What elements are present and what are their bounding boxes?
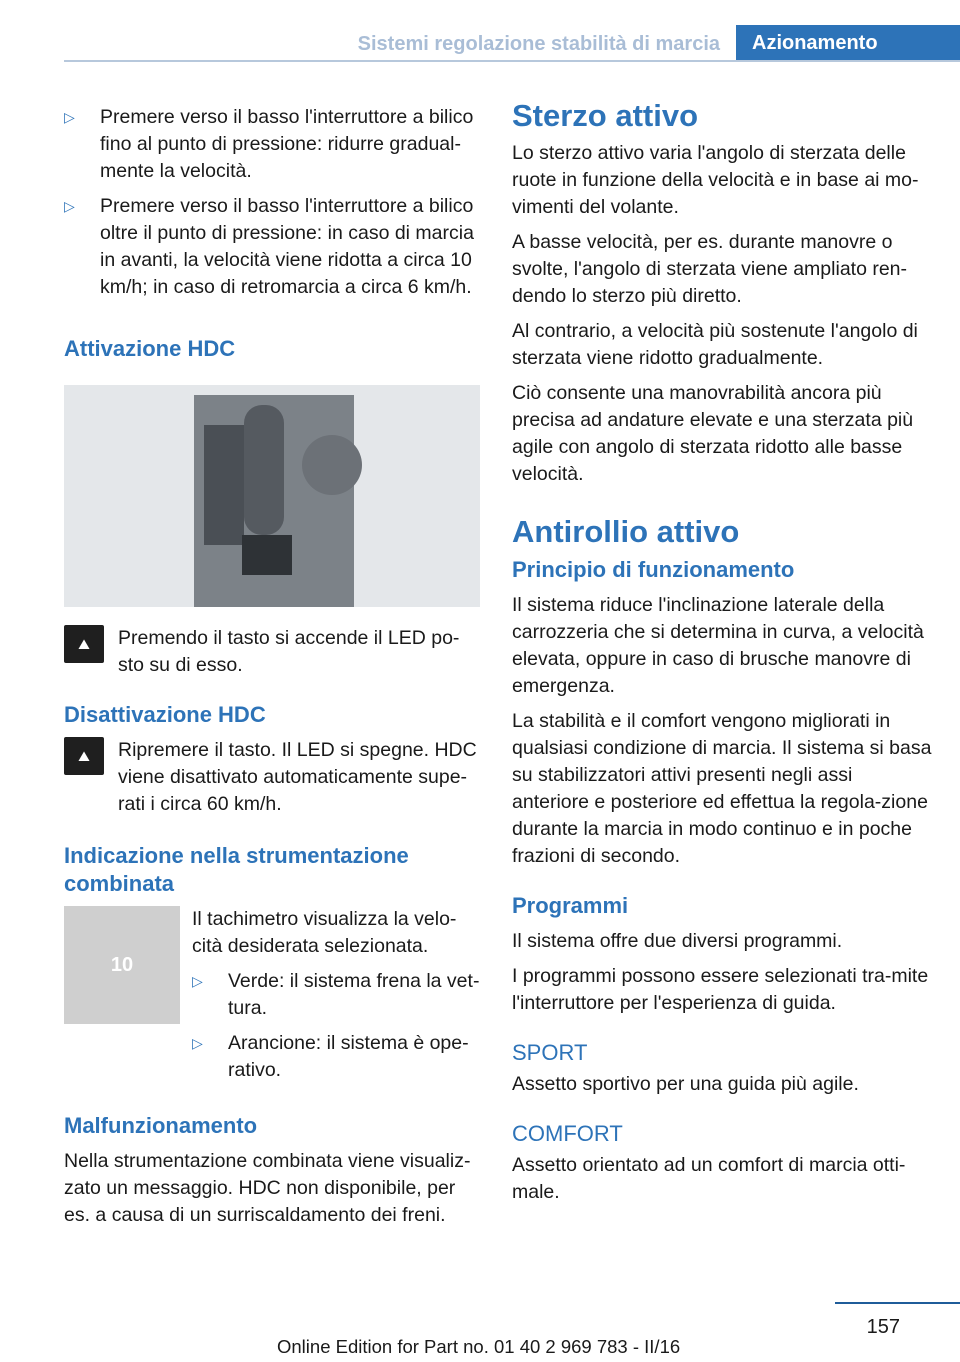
header-section-title: Sistemi regolazione stabilità di marcia (357, 33, 720, 55)
comfort-title: COMFORT (512, 1121, 623, 1146)
list-item: ▷ Verde: il sistema frena la vet-tura. (192, 968, 484, 1022)
sport-title: SPORT (512, 1040, 588, 1065)
edition-note: Online Edition for Part no. 01 40 2 969 783 - II/16 (277, 1336, 681, 1357)
bullet-triangle-icon: ▷ (64, 109, 75, 125)
list-item: ▷ Premere verso il basso l'interruttore a bilico oltre il punto di pressione: in caso di marcia in avanti, la velocità viene ridotta a circa 10 km/h; in caso di retromarcia a circa 6 km/h. (64, 193, 484, 301)
malfunction-title: Malfunzionamento (64, 1113, 258, 1138)
programs-title: Programmi (512, 893, 629, 918)
list-item: ▷ Premere verso il basso l'interruttore a bilico fino al punto di pressione: ridurre gradual-mente la velocità. (64, 104, 484, 185)
principle-title: Principio di funzionamento (512, 557, 795, 582)
bullet-triangle-icon: ▷ (192, 1035, 203, 1051)
left-column: ▷ Premere verso il basso l'interruttore a bilico fino al punto di pressione: ridurre gradual-mente la velocità. ▷ Premere verso il basso l'interruttore a bilico oltre il punto di pressione: in caso di marcia in avanti, la velocità viene ridotta a circa 10 km/h; in caso di retromarcia a circa 6 km/h. Attivazione HDC ⛰ Premendo il tasto si accende il LED po-sto su di esso. Disattivazione HDC ⛰ Ripremere il tasto. Il LED si spegne. HDC viene disattivato automaticamente supe-rati i circa 60 km/h. Indicazione nella strumentazione combinata 10 Il tachimetro visualizza la velo-cità desiderata selezionata. ▷ Verde: il sistema frena la vet-tura. ▷ Arancione: il sistema è ope-rativo. Malfunzionamento Nella strumentazione combinata viene visualiz-zato un messaggio. HDC non disponibile, per es. a causa di un surriscaldamento dei freni. (64, 98, 484, 1237)
console-photo (64, 385, 480, 607)
footer-rule (835, 1302, 960, 1304)
header-chapter-tab: Azionamento (736, 25, 960, 61)
hdc-button-icon: ⛰ (64, 737, 104, 775)
page-header (64, 25, 960, 61)
center-console-image (64, 385, 480, 607)
header-rule (64, 60, 960, 62)
antiroll-title: Antirollio attivo (512, 514, 740, 549)
page-number: 157 (866, 1316, 900, 1338)
speed-display-icon: 10 (64, 906, 180, 1024)
right-column: Sterzo attivo Lo sterzo attivo varia l'angolo di sterzata delle ruote in funzione della velocità e in base ai mo-vimenti del volante. A basse velocità, per es. durante manovre o svolte, l'angolo di sterzata viene ampliato ren-dendo lo sterzo più diretto. Al contrario, a velocità più sostenute l'angolo di sterzata viene ridotto gradualmente. Ciò consente una manovrabilità ancora più precisa ad andature elevate e una sterzata più agile con angolo di sterzata ridotto alle basse velocità. Antirollio attivo Principio di funzionamento Il sistema riduce l'inclinazione laterale della carrozzeria che si determina in curva, a velocità elevata, oppure in caso di brusche manovre di emergenza. La stabilità e il comfort vengono migliorati in qualsiasi condizione di marcia. Il sistema si basa su stabilizzatori attivi presenti negli assi anteriore e posteriore ed effettua la regola-zione durante la marcia in modo continuo e in poche frazioni di secondo. Programmi Il sistema offre due diversi programmi. I programmi possono essere selezionati tra-mite l'interruttore per l'esperienza di guida. SPORT Assetto sportivo per una guida più agile. COMFORT Assetto orientato ad un comfort di marcia otti-male. (512, 98, 932, 1203)
bullet-triangle-icon: ▷ (192, 973, 203, 989)
bullet-triangle-icon: ▷ (64, 198, 75, 214)
activation-title: Attivazione HDC (64, 336, 236, 361)
display-title: Indicazione nella strumentazione combinata (64, 843, 409, 896)
list-item: ▷ Arancione: il sistema è ope-rativo. (192, 1030, 484, 1084)
steering-title: Sterzo attivo (512, 98, 699, 133)
hdc-button-icon: ⛰ (64, 625, 104, 663)
deactivation-title: Disattivazione HDC (64, 702, 266, 727)
